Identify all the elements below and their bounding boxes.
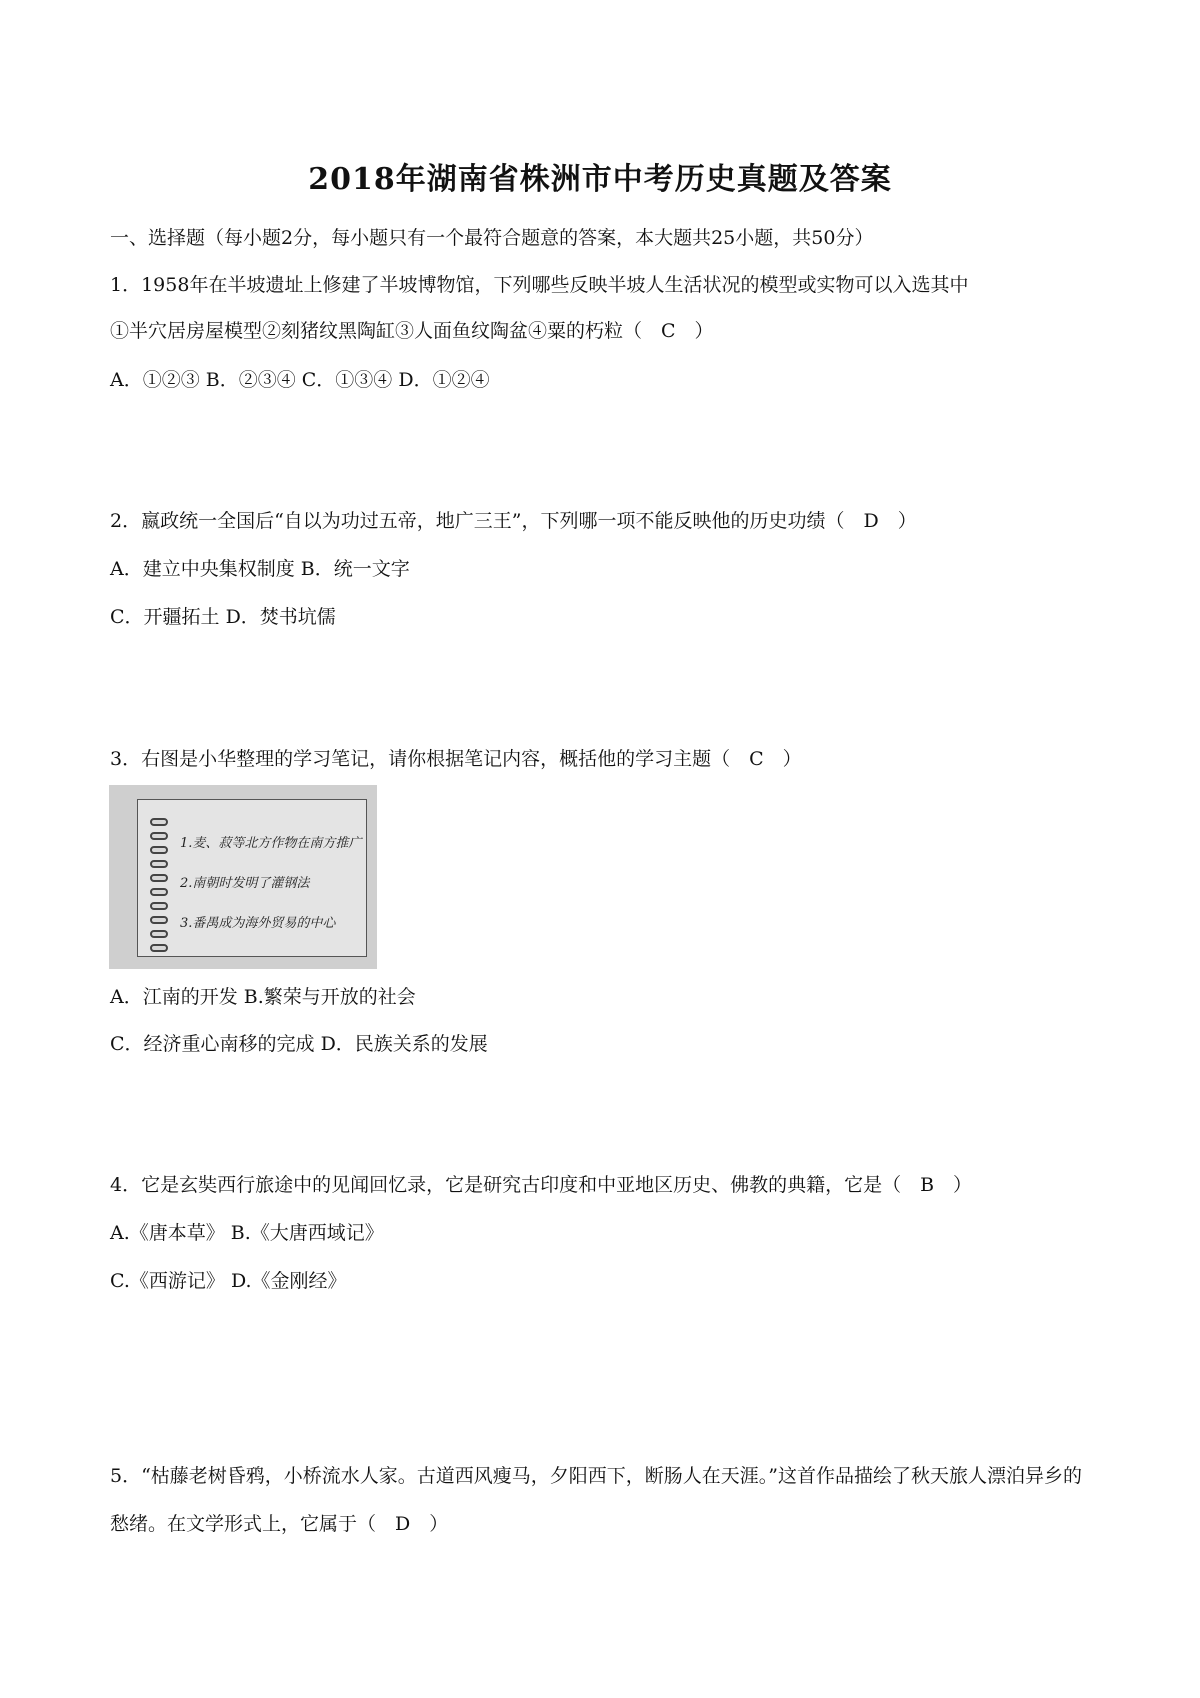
question-2-stem: 2．嬴政统一全国后“自以为功过五帝，地广三王”，下列哪一项不能反映他的历史功绩（ D ）	[110, 510, 917, 532]
question-1-options: A．①②③ B．②③④ C．①③④ D．①②④	[110, 369, 490, 391]
question-4-options-row1: A.《唐本草》 B.《大唐西域记》	[110, 1222, 384, 1244]
question-2-options-row2: C．开疆拓土 D．焚书坑儒	[110, 606, 336, 628]
page-title: 2018年湖南省株洲市中考历史真题及答案	[308, 162, 892, 197]
study-notes-image	[109, 785, 377, 969]
question-3-stem: 3．右图是小华整理的学习笔记，请你根据笔记内容，概括他的学习主题（ C ）	[110, 748, 802, 770]
question-1-stem: 1．1958年在半坡遗址上修建了半坡博物馆，下列哪些反映半坡人生活状况的模型或实物可以入选其中	[110, 274, 969, 296]
question-2-options-row1: A．建立中央集权制度 B．统一文字	[110, 558, 410, 580]
note-line-3: 3.番禺成为海外贸易的中心	[180, 916, 336, 931]
question-3-options-row1: A．江南的开发 B.繁荣与开放的社会	[110, 986, 416, 1008]
section-heading: 一、选择题（每小题2分，每小题只有一个最符合题意的答案，本大题共25小题，共50分）	[110, 227, 874, 249]
notebook-page	[137, 799, 367, 957]
question-4-options-row2: C.《西游记》 D.《金刚经》	[110, 1270, 347, 1292]
note-line-2: 2.南朝时发明了灌钢法	[180, 876, 310, 891]
question-5-stem: 5．“枯藤老树昏鸦，小桥流水人家。古道西风瘦马，夕阳西下，断肠人在天涯。”这首作品描绘了秋天旅人漂泊异乡的愁绪。在文学形式上，它属于（ D ）	[110, 1465, 1083, 1535]
question-3-options-row2: C．经济重心南移的完成 D．民族关系的发展	[110, 1033, 488, 1055]
question-4-stem: 4．它是玄奘西行旅途中的见闻回忆录，它是研究古印度和中亚地区历史、佛教的典籍，它是（ B ）	[110, 1174, 973, 1196]
question-1-items: ①半穴居房屋模型②刻猪纹黑陶缸③人面鱼纹陶盆④粟的朽粒（ C ）	[110, 320, 714, 342]
spiral-binding	[150, 818, 170, 968]
note-line-1: 1.麦、菽等北方作物在南方推广	[180, 836, 362, 851]
